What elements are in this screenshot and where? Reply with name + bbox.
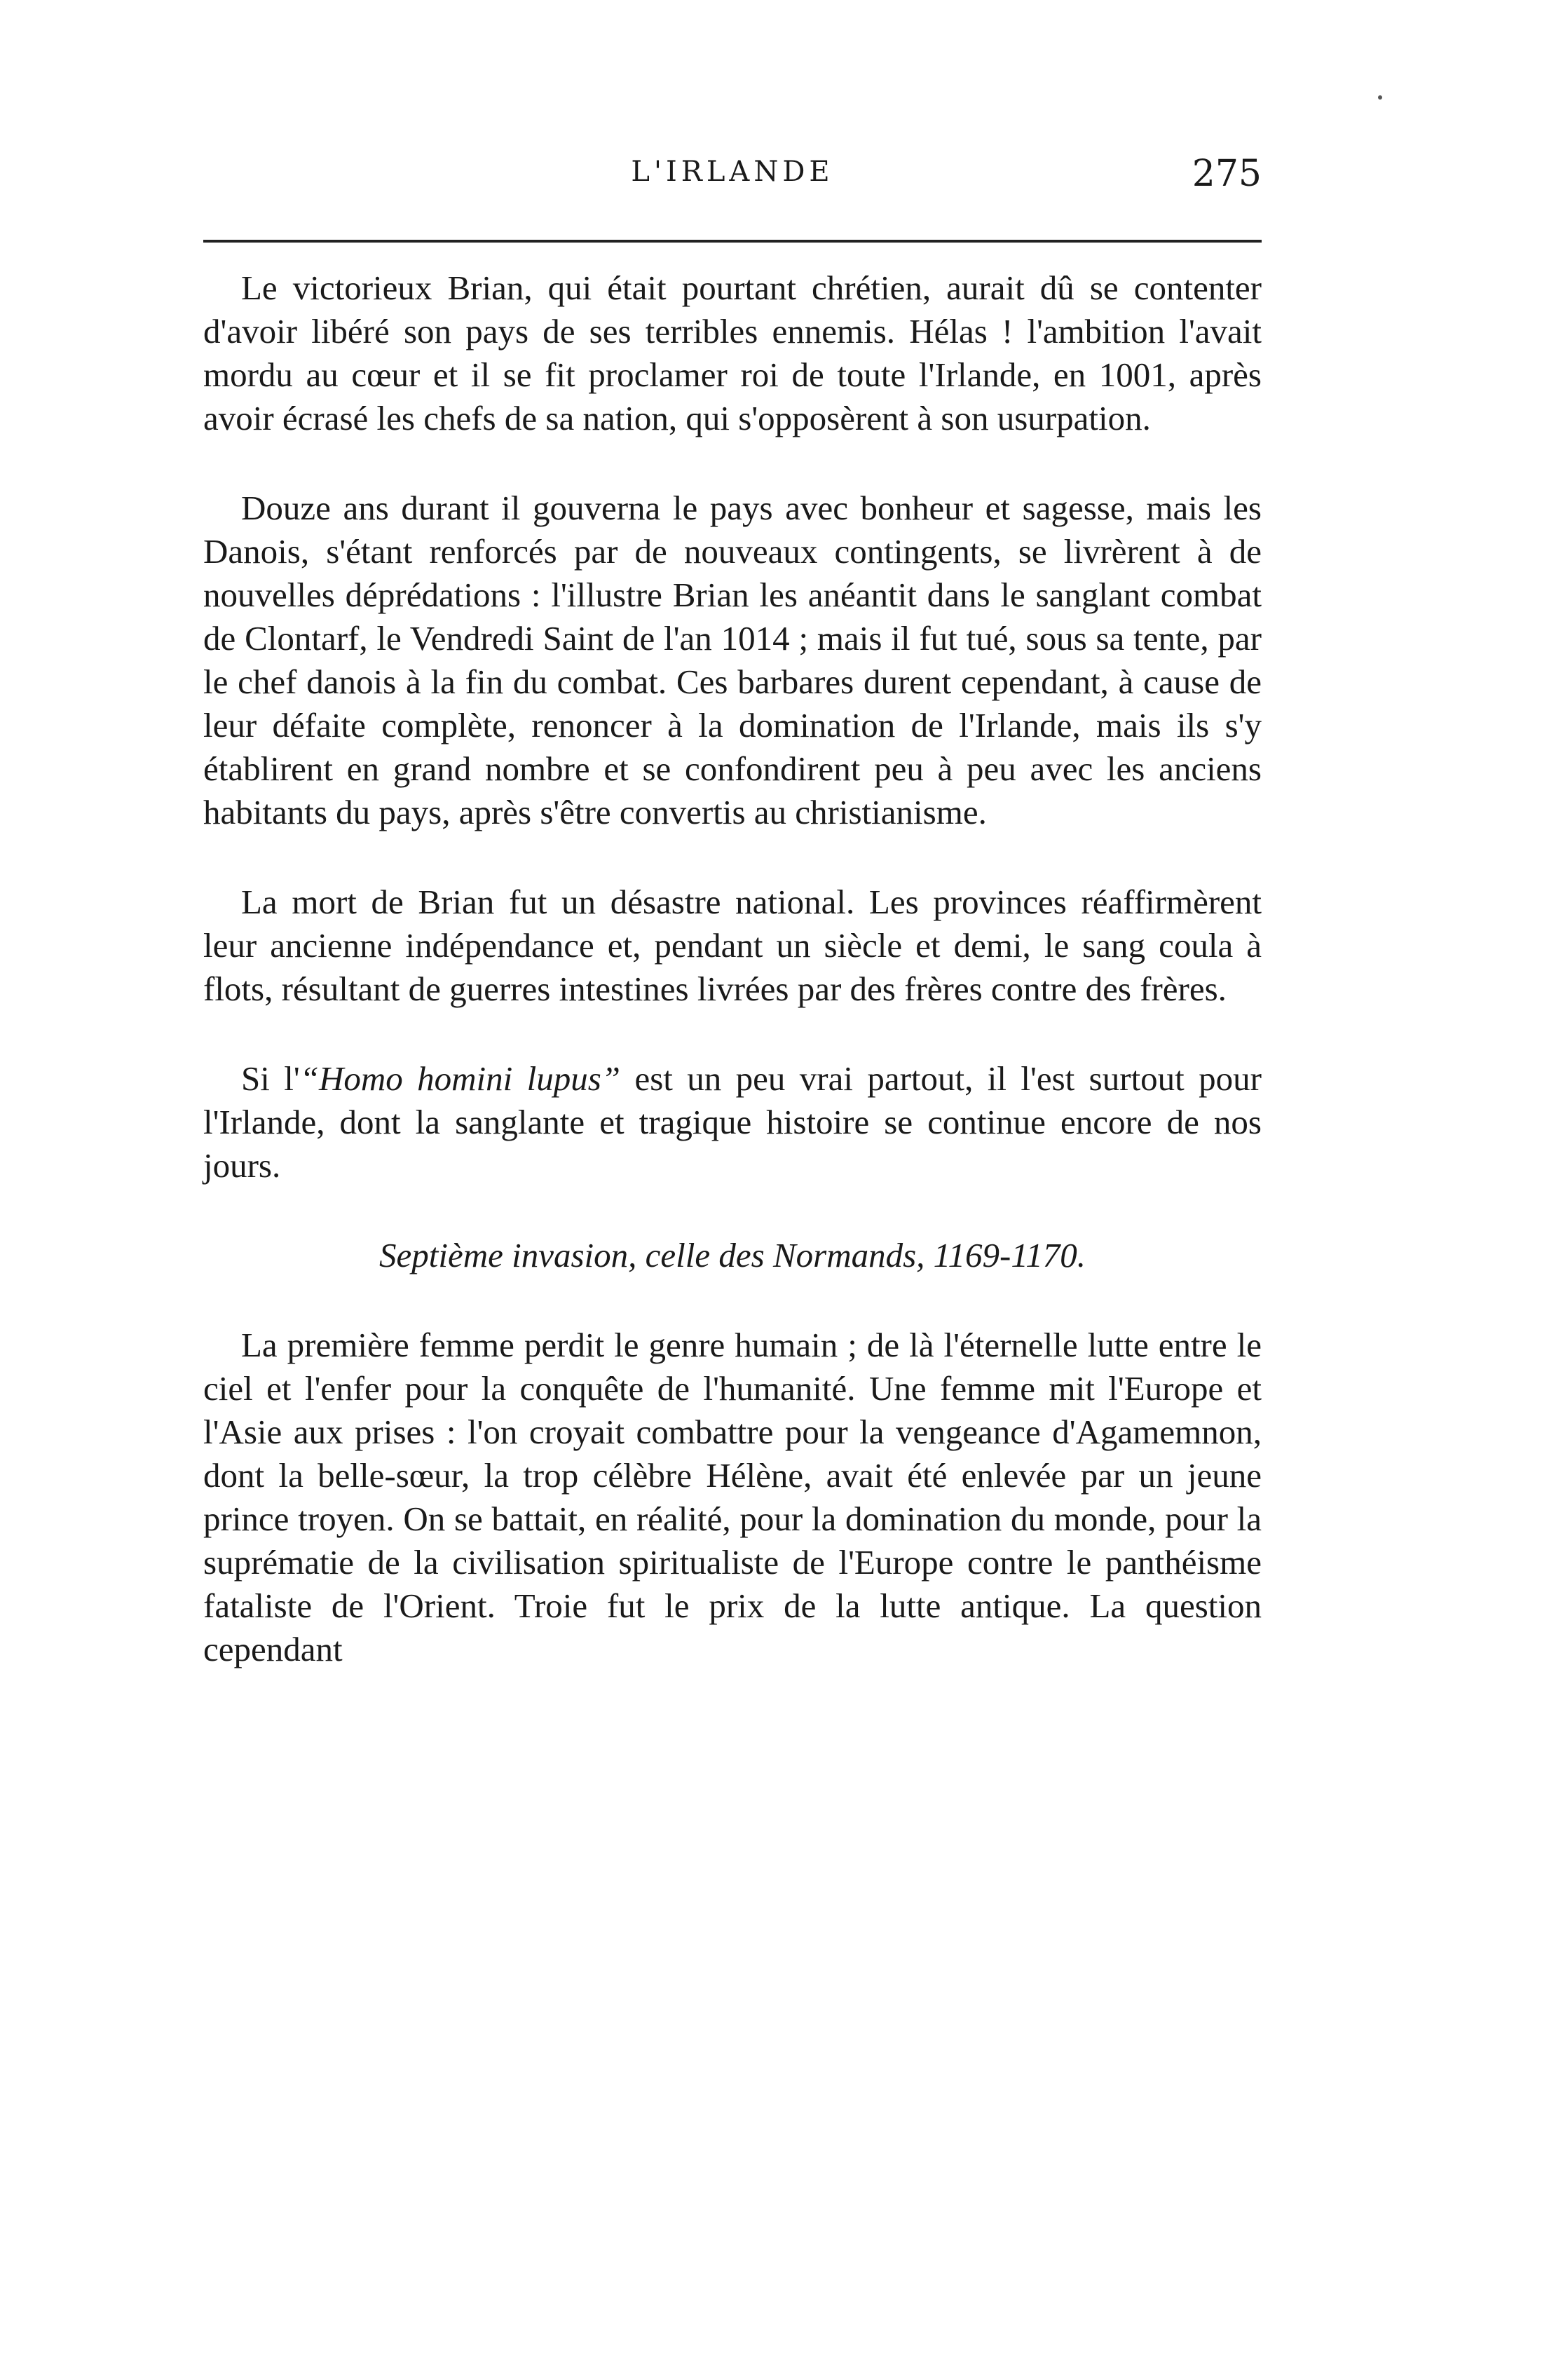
paragraph-4-start: Si l': [241, 1059, 300, 1098]
paragraph-2: Douze ans durant il gouverna le pays avec bonheur et sagesse, mais les Danois, s'étant renforcés par de nouveaux contingents, se livrèrent à de nouvelles déprédations : l'illustre Brian les anéantit dans le sanglant combat de Clontarf, le Vendredi Saint de l'an 1014 ; mais il fut tué, sous sa tente, par le chef danois à la fin du combat. Ces barbares durent cependant, à cause de leur défaite complète, renoncer à la domination de l'Irlande, mais ils s'y établirent en grand nombre et se confondirent peu à peu avec les anciens habitants du pays, après s'être convertis au christianisme.: [203, 489, 1262, 831]
paragraph-1: Le victorieux Brian, qui était pourtant chrétien, aurait dû se contenter d'avoir libéré son pays de ses terribles ennemis. Hélas ! l'ambition l'avait mordu au cœur et il se fit proclamer roi de toute l'Irlande, en 1001, après avoir écrasé les chefs de sa nation, qui s'opposèrent à son usurpation.: [203, 268, 1262, 437]
paragraph-5: La première femme perdit le genre humain ; de là l'éternelle lutte entre le ciel et l'enfer pour la conquête de l'humanité. Une femme mit l'Europe et l'Asie aux prises : l'on croyait combattre pour la vengeance d'Agamemnon, dont la belle-sœur, la trop célèbre Hélène, avait été enlevée par un jeune prince troyen. On se battait, en réalité, pour la domination du monde, pour la suprématie de la civilisation spiritualiste de l'Europe contre le panthéisme fataliste de l'Orient. Troie fut le prix de la lutte antique. La question cependant: [203, 1326, 1262, 1668]
latin-quote: “Homo homini lupus”: [299, 1059, 621, 1098]
running-head: [203, 153, 1262, 205]
page-number: 275: [1192, 153, 1262, 195]
paragraph-4: [203, 1057, 1262, 1188]
paragraph-4-end: est un peu vrai partout, il l'est surtout pour l'Irlande, dont la sanglante et tragique histoire se continue encore de nos jours.: [203, 1059, 1262, 1185]
section-heading: Septième invasion, celle des Normands, 1169-1170.: [379, 1236, 1086, 1274]
body-text: [203, 266, 1262, 1671]
paragraph-3: La mort de Brian fut un désastre national. Les provinces réaffirmèrent leur ancienne indépendance et, pendant un siècle et demi, le sang coula à flots, résultant de guerres intestines livrées par des frères contre des frères.: [203, 883, 1262, 1008]
print-speck: [1378, 95, 1382, 100]
header-rule: [203, 240, 1262, 243]
running-title: L'IRLANDE: [631, 156, 834, 188]
